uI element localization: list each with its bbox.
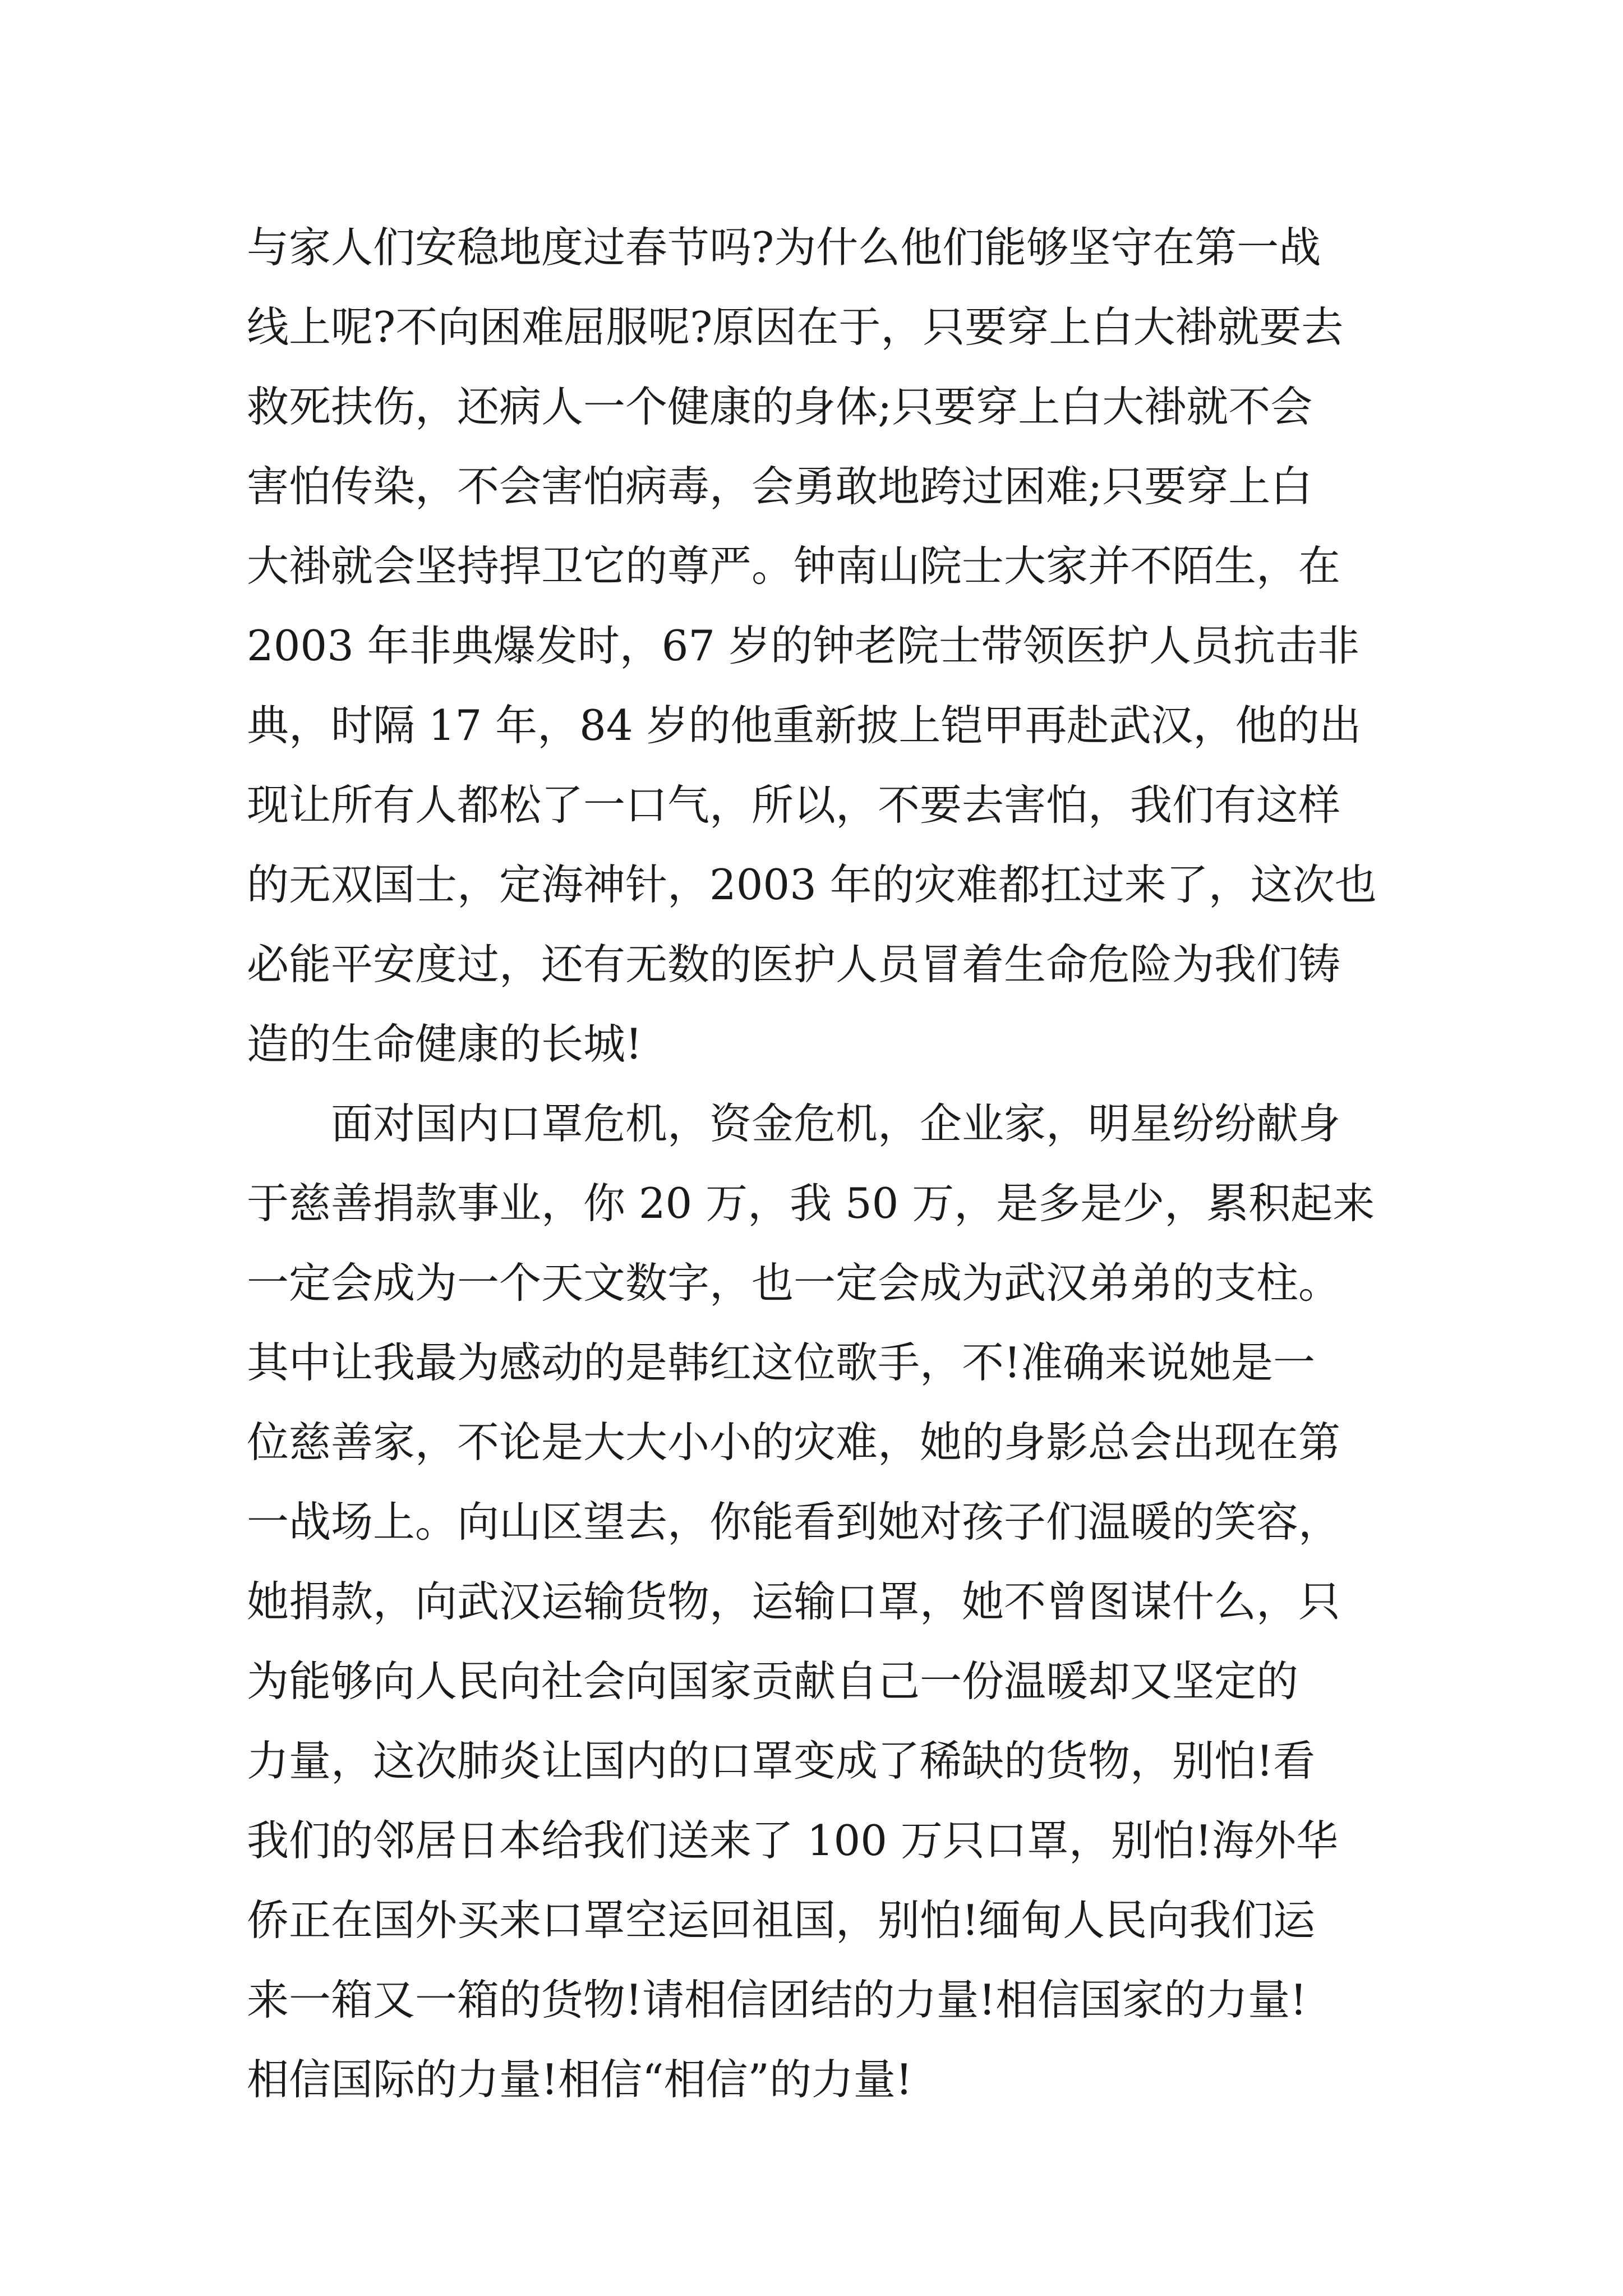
text-line: 面对国内口罩危机，资金危机，企业家，明星纷纷献身 <box>247 1099 1341 1148</box>
text-line: 现让所有人都松了一口气，所以，不要去害怕，我们有这样 <box>247 780 1341 830</box>
text-line: 位慈善家，不论是大大小小的灾难，她的身影总会出现在第 <box>247 1418 1341 1467</box>
text-line: 力量，这次肺炎让国内的口罩变成了稀缺的货物，别怕!看 <box>247 1736 1316 1786</box>
text-line: 为能够向人民向社会向国家贡献自己一份温暖却又坚定的 <box>247 1657 1299 1706</box>
text-line: 她捐款，向武汉运输货物，运输口罩，她不曾图谋什么，只 <box>247 1577 1341 1626</box>
body-text <box>247 208 1413 2119</box>
text-line: 与家人们安稳地度过春节吗?为什么他们能够坚守在第一战 <box>247 223 1321 272</box>
text-line: 相信国际的力量!相信“相信”的力量! <box>247 2055 912 2104</box>
text-line: 救死扶伤，还病人一个健康的身体;只要穿上白大褂就不会 <box>247 382 1313 431</box>
text-line: 典，时隔 17 年，84 岁的他重新披上铠甲再赴武汉，他的出 <box>247 701 1362 750</box>
text-line: 一定会成为一个天文数字，也一定会成为武汉弟弟的支柱。 <box>247 1258 1341 1308</box>
paragraph-1 <box>247 208 1413 1084</box>
text-line: 我们的邻居日本给我们送来了 100 万只口罩，别怕!海外华 <box>247 1816 1338 1865</box>
text-line: 侨正在国外买来口罩空运回祖国，别怕!缅甸人民向我们运 <box>247 1895 1316 1945</box>
paragraph-2 <box>247 1084 1413 2119</box>
text-line: 其中让我最为感动的是韩红这位歌手，不!准确来说她是一 <box>247 1338 1316 1387</box>
text-line: 一战场上。向山区望去，你能看到她对孩子们温暖的笑容， <box>247 1497 1341 1547</box>
text-line: 造的生命健康的长城! <box>247 1019 643 1069</box>
text-line: 害怕传染，不会害怕病毒，会勇敢地跨过困难;只要穿上白 <box>247 462 1313 511</box>
text-line: 线上呢?不向困难屈服呢?原因在于，只要穿上白大褂就要去 <box>247 302 1344 352</box>
text-line: 的无双国士，定海神针，2003 年的灾难都扛过来了，这次也 <box>247 860 1377 909</box>
text-line: 必能平安度过，还有无数的医护人员冒着生命危险为我们铸 <box>247 940 1341 989</box>
text-line: 于慈善捐款事业，你 20 万，我 50 万，是多是少，累积起来 <box>247 1179 1375 1228</box>
text-line: 2003 年非典爆发时，67 岁的钟老院士带领医护人员抗击非 <box>247 621 1359 670</box>
text-line: 大褂就会坚持捍卫它的尊严。钟南山院士大家并不陌生，在 <box>247 541 1341 591</box>
text-line: 来一箱又一箱的货物!请相信团结的力量!相信国家的力量! <box>247 1975 1307 2024</box>
